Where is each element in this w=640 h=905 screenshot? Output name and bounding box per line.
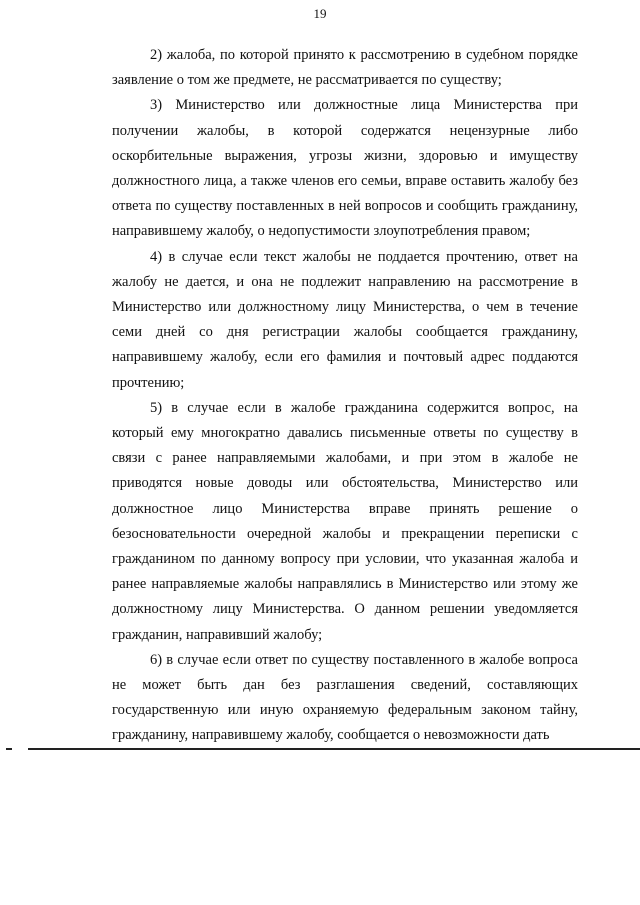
page-number: 19 <box>313 6 327 21</box>
paragraph-item-2: 2) жалоба, по которой принято к рассмотрению в судебном порядке заявление о том же предмете, не рассматривается по существу; <box>112 47 578 89</box>
paragraph-item-6: 6) в случае если ответ по существу поставленного в жалобе вопроса не может быть дан без разглашения сведений, составляющих государственную или иную охраняемую федеральным законом тайну, гражданину, направившему жалобу, сообщается о невозможности дать <box>112 651 578 744</box>
paragraph-item-3: 3) Министерство или должностные лица Министерства при получении жалобы, в которой содержатся нецензурные либо оскорбительные выражения, угрозы жизни, здоровью и имуществу должностного лица, а также членов его семьи, вправе оставить жалобу без ответа по существу поставленных в ней вопросов и сообщить гражданину, направившему жалобу, о недопустимости злоупотребления правом; <box>112 97 578 240</box>
bottom-divider-line <box>28 748 640 750</box>
left-margin-dash <box>6 748 12 750</box>
paragraph-item-5: 5) в случае если в жалобе гражданина содержится вопрос, на который ему многократно давались письменные ответы по существу в связи с ранее направляемыми жалобами, и при этом в жалобе не приводятся новые доводы или обстоятельства, Министерство или должностное лицо Министерства вправе принять решение о безосновательности очередной жалобы и прекращении переписки с гражданином по данному вопросу при условии, что указанная жалоба и ранее направляемые жалобы направлялись в Министерство или этому же должностному лицу Министерства. О данном решении уведомляется гражданин, направивший жалобу; <box>112 399 578 643</box>
paragraph-item-4: 4) в случае если текст жалобы не поддается прочтению, ответ на жалобу не дается, и она не подлежит направлению на рассмотрение в Министерство или должностному лицу Министерства, о чем в течение семи дней со дня регистрации жалобы сообщается гражданину, направившему жалобу, если его фамилия и почтовый адрес поддаются прочтению; <box>112 248 578 391</box>
document-body <box>112 43 578 749</box>
